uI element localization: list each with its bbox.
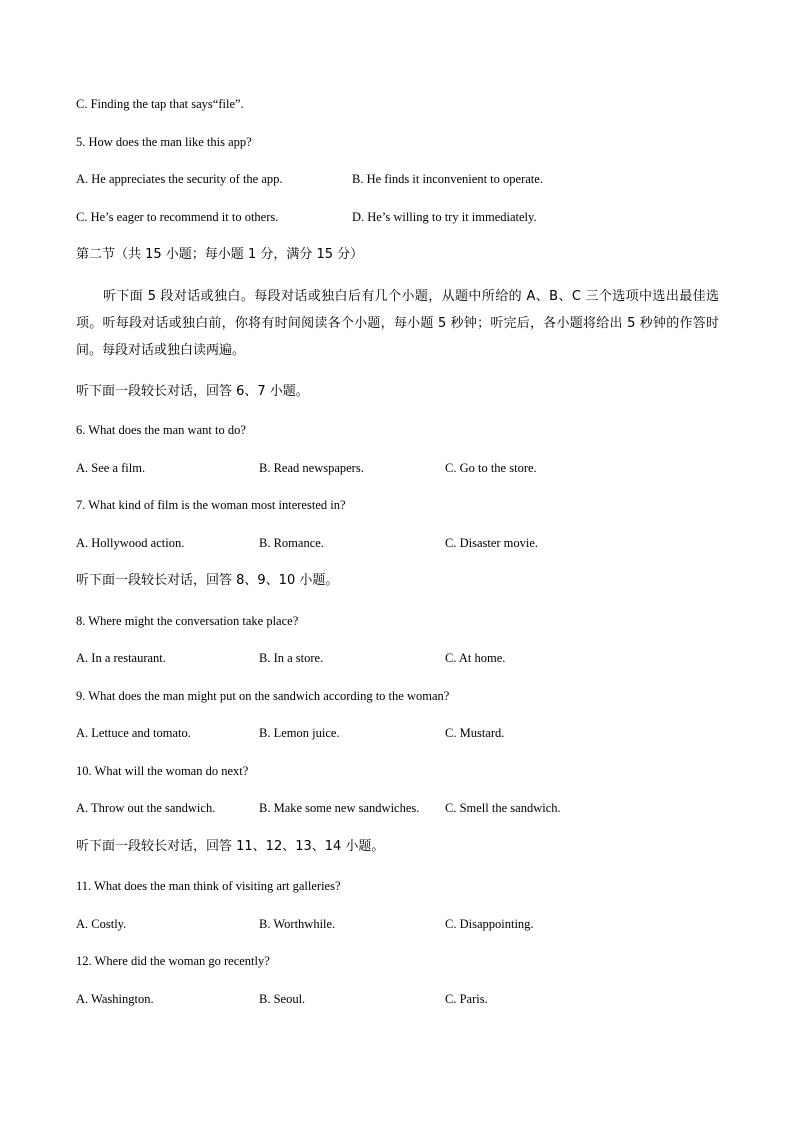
q10-option-b: B. Make some new sandwiches.	[259, 801, 420, 815]
dialog-3-intro: 听下面一段较长对话，回答 11、12、13、14 小题。	[76, 839, 385, 854]
q4-option-c: C. Finding the tap that says“file”.	[76, 97, 244, 111]
q9-option-a: A. Lettuce and tomato.	[76, 726, 191, 740]
q5-option-a: A. He appreciates the security of the app.	[76, 172, 283, 186]
q11-option-a: A. Costly.	[76, 917, 127, 931]
q8-option-b: B. In a store.	[259, 651, 324, 665]
q7-question: 7. What kind of film is the woman most interested in?	[76, 498, 346, 512]
q8-option-a: A. In a restaurant.	[76, 651, 166, 665]
q6-question: 6. What does the man want to do?	[76, 423, 246, 437]
q7-option-a: A. Hollywood action.	[76, 536, 185, 550]
q11-question: 11. What does the man think of visiting art galleries?	[76, 879, 341, 893]
q9-option-b: B. Lemon juice.	[259, 726, 340, 740]
q11-option-b: B. Worthwhile.	[259, 917, 336, 931]
q8-option-c: C. At home.	[445, 651, 506, 665]
q10-option-c: C. Smell the sandwich.	[445, 801, 561, 815]
q5-option-d: D. He’s willing to try it immediately.	[352, 210, 537, 224]
q5-option-c: C. He’s eager to recommend it to others.	[76, 210, 279, 224]
q11-option-c: C. Disappointing.	[445, 917, 534, 931]
q7-option-b: B. Romance.	[259, 536, 324, 550]
q6-option-a: A. See a film.	[76, 461, 146, 475]
q5-option-b: B. He finds it inconvenient to operate.	[352, 172, 543, 186]
q12-option-c: C. Paris.	[445, 992, 488, 1006]
q6-option-c: C. Go to the store.	[445, 461, 537, 475]
q12-question: 12. Where did the woman go recently?	[76, 954, 270, 968]
q10-question: 10. What will the woman do next?	[76, 764, 249, 778]
q8-question: 8. Where might the conversation take place?	[76, 614, 299, 628]
section-2-title: 第二节（共 15 小题；每小题 1 分，满分 15 分）	[76, 247, 364, 262]
q6-option-b: B. Read newspapers.	[259, 461, 364, 475]
q12-option-a: A. Washington.	[76, 992, 154, 1006]
q5-question: 5. How does the man like this app?	[76, 135, 252, 149]
q9-option-c: C. Mustard.	[445, 726, 505, 740]
q7-option-c: C. Disaster movie.	[445, 536, 539, 550]
q10-option-a: A. Throw out the sandwich.	[76, 801, 216, 815]
section-2-instructions: 听下面 5 段对话或独白。每段对话或独白后有几个小题，从题中所给的 A、B、C 三个选项中选出最佳选项。听每段对话或独白前，你将有时间阅读各个小题，每小题 5 秒钟；听完后，各小题将给出 5 秒钟的作答时间。每段对话或独白读两遍。	[76, 289, 719, 358]
dialog-1-intro: 听下面一段较长对话，回答 6、7 小题。	[76, 384, 309, 399]
q12-option-b: B. Seoul.	[259, 992, 306, 1006]
dialog-2-intro: 听下面一段较长对话，回答 8、9、10 小题。	[76, 573, 339, 588]
q9-question: 9. What does the man might put on the sandwich according to the woman?	[76, 689, 450, 703]
